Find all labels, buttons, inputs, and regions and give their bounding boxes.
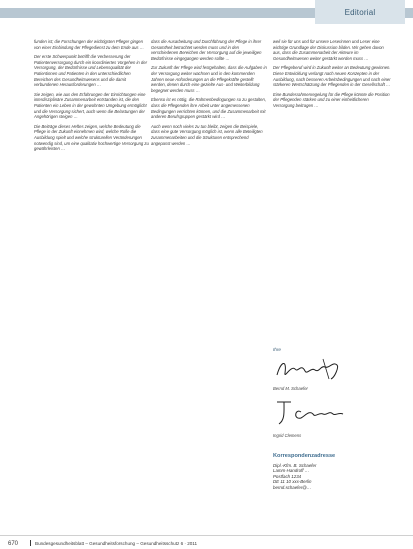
paragraph: dass die Ausarbeitung und Durchführung der Pflege in ihrer Gesamtheit betrachtet werden muss und in den verschiedenen Bereichen der Versorgung auf die jeweiligen Bedürfnisse eingegangen werden sollte …: [151, 39, 262, 61]
paragraph: weil sie für uns und für unsere Leserinnen und Leser eine wichtige Grundlage der Diskussion bilden. Wir gehen davon aus, dass die Zusammenarbeit der Akteure im Gesundheitswesen weiter gestärkt werden muss …: [273, 39, 384, 61]
text-column-2: [151, 39, 267, 150]
paragraph: Die Beiträge dieses Heftes zeigen, welche Bedeutung die Pflege in der Zukunft einnehmen wird, welche Rolle die Ausbildung spielt und welche strukturellen Veränderungen notwendig sind, um eine qualitativ hochwertige Versorgung zu gewährleisten …: [34, 123, 149, 152]
paragraph: Der Pflegeberuf wird in Zukunft weiter an Bedeutung gewinnen. Diese Entwicklung verlangt nach neuen Konzepten in der Ausbildung, nach besseren Arbeitsbedingungen und nach einer stärkeren Wertschätzung der Pflegenden in der Gesellschaft …: [273, 65, 391, 88]
signer-name-2: Ingrid Clemens: [273, 433, 302, 438]
signature-graphic: [273, 355, 348, 383]
address-line: Dipl.-Kfm. B. Schaefer: [273, 463, 317, 468]
correspondence-title: Korrespondenzadresse: [273, 453, 336, 459]
paragraph: Sie zeigen, wie aus den Erfahrungen der Einrichtungen eine interdisziplinäre Zusammenarbeit entstanden ist, die den Patienten ein Leben in der gewohnten Umgebung ermöglicht und die Versorgung sichert, auch wenn die Belastungen der Angehörigen steigen …: [34, 91, 147, 120]
paragraph: Auch wenn noch vieles zu tun bleibt, zeigen die Beispiele, dass eine gute Versorgung möglich ist, wenn alle Beteiligten zusammenarbeiten und die Strukturen entsprechend angepasst werden …: [151, 123, 263, 146]
email-link[interactable]: bernd.schaefer@…: [273, 484, 312, 490]
footer-separator: [30, 540, 31, 546]
paragraph: Ebenso ist es nötig, die Rahmenbedingungen so zu gestalten, dass die Pflegenden ihre Arbeit unter angemessenen Bedingungen verrichten können, und die Zusammenarbeit mit anderen Berufsgruppen gestärkt wird …: [151, 97, 267, 120]
paragraph: Der erste Schwerpunkt betrifft die Verbesserung der Patientenversorgung durch ein koordiniertes Vorgehen in der Versorgung, der Bedürfnisse und Lebensqualität der Patientinnen und Patienten in den unterschiedlichen Bereichen des Gesundheitswesens und die damit verbundenen Herausforderungen …: [34, 54, 147, 88]
signer-name-1: Bernd M. Schaefer: [273, 386, 308, 391]
address-line: Lamm-Handroff …: [273, 468, 310, 474]
text-column-3: [273, 39, 391, 339]
paragraph: Zur Zukunft der Pflege wird festgehalten, dass die Aufgaben in der Versorgung weiter wachsen und in den kommenden Jahren neue Anforderungen an die Pflegekräfte gestellt werden, denen durch eine gezielte Aus- und Weiterbildung begegnet werden muss …: [151, 65, 267, 93]
journal-citation: Bundesgesundheitsblatt – Gesundheitsforschung – Gesundheitsschutz 6 · 2011: [35, 541, 198, 546]
paragraph: Eine Bundesrahmenregelung für die Pflege könnte die Position der Pflegenden stärken und zu einer einheitlicheren Versorgung beitragen …: [273, 91, 390, 108]
page-footer: [0, 535, 413, 549]
address-line: DE 11 10 xxx-Berlin: [273, 479, 312, 485]
paragraph: funden ist; die Forschungen der wichtigsten Pfleger gingen von einer Einbindung der Pflegedienst zu dem Ende aus …: [34, 39, 144, 50]
footer-divider: [0, 535, 413, 536]
section-label: Editorial: [315, 0, 405, 24]
address-line: Postfach 1234: [273, 473, 302, 479]
correspondence-address: [273, 463, 316, 490]
signature-2: [273, 398, 353, 428]
text-column-1: [34, 39, 150, 156]
header-bar: [0, 8, 413, 18]
page-number: 670: [8, 541, 19, 547]
closing-regards: Ihre: [273, 347, 281, 352]
signature-1: [273, 355, 348, 383]
signature-graphic: [273, 398, 353, 428]
